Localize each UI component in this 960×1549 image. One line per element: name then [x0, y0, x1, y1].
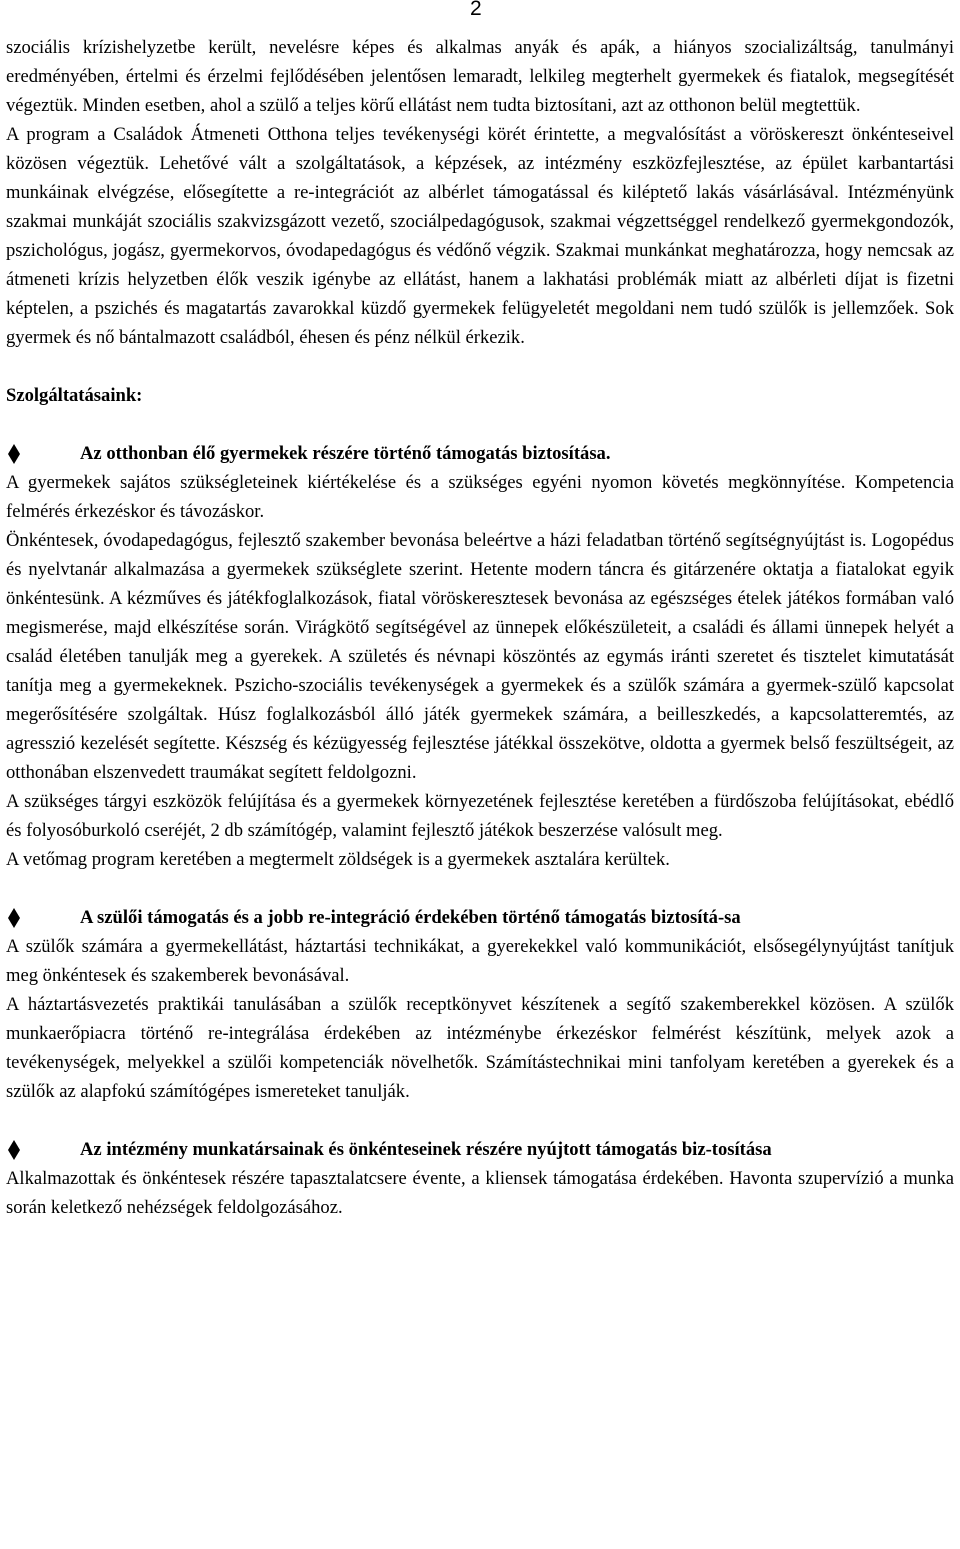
section-1-paragraph-3: A szükséges tárgyi eszközök felújítása és a gyermekek környezetének fejlesztése keretében a fürdőszoba felújításokat, ebédlő és folyosóburkoló cseréjét, 2 db számítógép, valamint fejlesztő játékok beszerzése valósult meg. — [6, 791, 954, 841]
section-2-paragraph-1: A szülők számára a gyermekellátást, háztartási technikákat, a gyerekekkel való kommunikációt, elsősegélynyújtást tanítjuk meg önkéntesek és szakemberek bevonásával. — [6, 936, 954, 986]
intro-paragraph-2: A program a Családok Átmeneti Otthona teljes tevékenységi körét érintette, a megvalósítást a vöröskereszt önkénteseivel közösen végeztük. Lehetővé vált a szolgáltatások, a képzések, az intézmény eszközfejlesztése, az épület karbantartási munkáinak elvégzése, elősegítette a re-integrációt az albérlet támogatással és kiléptető lakás vásárlásával. Intézményünk szakmai munkáját szociális szakvizsgázott vezető, szociálpedagógusok, szakmai végzettséggel rendelkező gyermekgondozók, pszichológus, jogász, gyermekorvos, óvodapedagógus és védőnő végzik. Szakmai munkánkat meghatározza, hogy nemcsak az átmeneti krízis helyzetben élők veszik igénybe az ellátást, hanem a lakhatási problémák miatt az albérleti díjat is fizetni képtelen, a pszichés és magatartás zavarokkal küzdő gyermekek felügyeletét megoldani nem tudó szülők is jellemzőek. Sok gyermek és nő bántalmazott családból, éhesen és pénz nélkül érkezik. — [6, 124, 954, 348]
section-3-heading-text: Az intézmény munkatársainak és önkénteseinek részére nyújtott támogatás biz-tosítása — [80, 1139, 772, 1160]
diamond-bullet-icon — [6, 1135, 80, 1164]
page-number: 2 — [470, 0, 482, 20]
diamond-bullet-icon — [6, 903, 80, 932]
section-1-paragraph-1: A gyermekek sajátos szükségleteinek kiértékelése és a szükséges egyéni nyomon követés megkönnyítése. Kompetencia felmérés érkezéskor és távozáskor. — [6, 472, 954, 522]
services-title: Szolgáltatásaink: — [6, 385, 143, 406]
diamond-bullet-icon — [6, 439, 80, 468]
section-2-heading-text: A szülői támogatás és a jobb re-integráció érdekében történő támogatás biztosítá-sa — [80, 907, 741, 928]
page-content — [6, 33, 954, 1222]
section-1-heading-text: Az otthonban élő gyermekek részére történő támogatás biztosítása. — [80, 443, 611, 464]
section-2-heading — [6, 903, 954, 932]
section-1-heading — [6, 439, 954, 468]
intro-paragraph-1: szociális krízishelyzetbe került, nevelésre képes és alkalmas anyák és apák, a hiányos szocializáltság, tanulmányi eredményében, értelmi és érzelmi fejlődésében jelentősen lemaradt, lelkileg megterhelt gyermekek és fiatalok, megsegítését végeztük. Minden esetben, ahol a szülő a teljes körű ellátást nem tudta biztosítani, azt az otthonon belül megtettük. — [6, 37, 954, 116]
section-1-paragraph-2: Önkéntesek, óvodapedagógus, fejlesztő szakember bevonása beleértve a házi feladatban történő segítségnyújtást is. Logopédus és nyelvtanár alkalmazása a gyermekek szükséglete szerint. Hetente modern táncra és gitárzenére oktatja a fiatalokat egyik önkéntesünk. A kézműves és játékfoglalkozások, fiatal vöröskeresztesek bevonása az egészséges ételek játékos formában való megismerése, majd elkészítése során. Virágkötő segítségével az ünnepek előkészületeit, a családi és állami ünnepek helyét a család életében tanulják meg a gyerekek. A születés és névnapi köszöntés az egymás iránti szeretet és tisztelet kimutatását tanítja meg a gyermekeknek. Pszicho-szociális tevékenységek a gyermekek és a szülők számára a gyermek-szülő kapcsolat megerősítésére szolgáltak. Húsz foglalkozásból álló játék gyermekek számára, a beilleszkedés, a kapcsolatteremtés, az agresszió kezelését segítette. Készség és kézügyesség fejlesztése játékkal összekötve, oldotta a gyermek belső feszültségeit, az otthonában elszenvedett traumákat segített feldolgozni. — [6, 530, 954, 783]
section-3-heading — [6, 1135, 954, 1164]
section-2-paragraph-2: A háztartásvezetés praktikái tanulásában a szülők receptkönyvet készítenek a segítő szakemberekkel közösen. A szülők munkaerőpiacra történő re-integrálása érdekében az intézménybe érkezéskor felmérést készítünk, melyek azok a tevékenységek, melyekkel a szülői kompetenciák növelhetők. Számítástechnikai mini tanfolyam keretében a gyerekek és a szülők az alapfokú számítógépes ismereteket tanulják. — [6, 994, 954, 1102]
section-1-paragraph-4: A vetőmag program keretében a megtermelt zöldségek is a gyermekek asztalára kerültek. — [6, 849, 670, 870]
section-3-paragraph-1: Alkalmazottak és önkéntesek részére tapasztalatcsere évente, a kliensek támogatása érdekében. Havonta szupervízió a munka során keletkező nehézségek feldolgozásához. — [6, 1168, 954, 1218]
